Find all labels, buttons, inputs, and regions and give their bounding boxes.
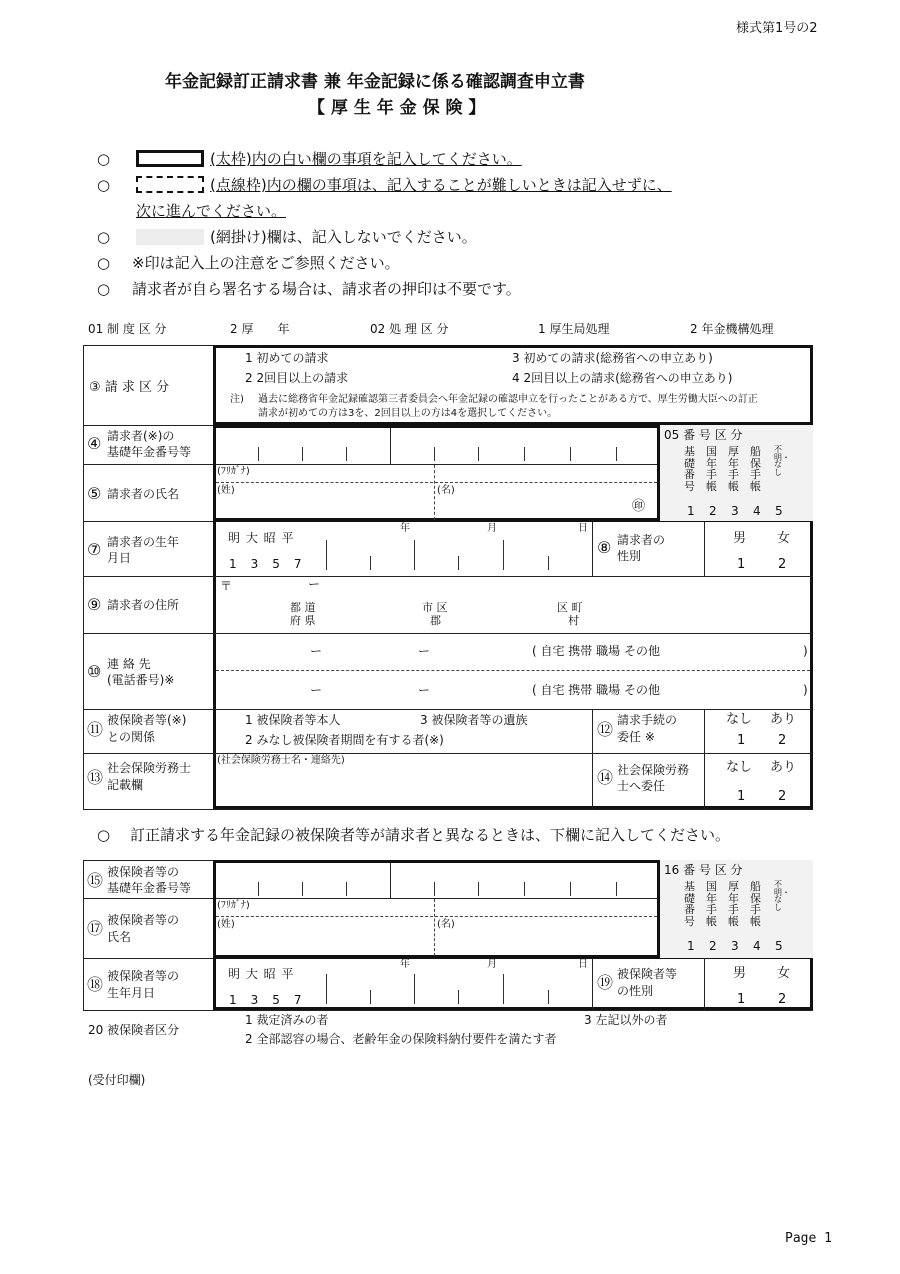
claim-option-2[interactable]: 2 2回目以上の請求 (245, 371, 349, 385)
field-17-number: ⑰ (87, 919, 104, 938)
male-number: 1 (737, 557, 746, 572)
thick-frame-sample (136, 150, 204, 167)
field-7-label-2: 月日 (107, 551, 132, 565)
field-8-number: ⑧ (597, 538, 612, 557)
field-18-number: ⑱ (87, 975, 104, 994)
claim-option-1[interactable]: 1 初めての請求 (245, 351, 329, 365)
note-dotted-frame: (点線枠)内の欄の事項は、記入することが難しいときは記入せずに、 (210, 176, 672, 194)
field-4-number: ④ (87, 434, 102, 453)
shaded-sample (136, 229, 204, 245)
insured-given-name-label: (名) (437, 919, 455, 930)
town-label-1: 区 町 (557, 601, 583, 614)
insured-male-option[interactable]: 男 (733, 966, 747, 981)
field-7-label-1: 請求者の生年 (107, 535, 180, 549)
claimant-given-name-input[interactable] (460, 484, 625, 518)
insured-class-option-2[interactable]: 2 全部認容の場合、老齢年金の保険料納付要件を満たす者 (245, 1032, 557, 1046)
postal-mark: 〒 (220, 579, 233, 593)
claimant-surname-input[interactable] (240, 484, 430, 518)
number-class-title: 05 番 号 区 分 (664, 428, 743, 442)
city-label-1: 市 区 (422, 601, 448, 614)
field-14-label-1: 社会保険労務 (617, 763, 690, 777)
insured-class-option-1[interactable]: 1 裁定済みの者 (245, 1013, 329, 1027)
page-title: 年金記録訂正請求書 兼 年金記録に係る確認調査申立書 (165, 72, 585, 92)
claimant-address-input[interactable] (232, 578, 807, 630)
prefecture-label-2: 府 県 (290, 614, 316, 627)
field-14-number: ⑭ (597, 768, 614, 787)
phone2-input[interactable] (220, 676, 520, 704)
sharoushi-sub-label: (社会保険労務士名・連絡先) (217, 755, 345, 766)
insured-number-class-3[interactable]: 3 (731, 939, 739, 953)
field-14-label-2: 士へ委任 (617, 779, 666, 793)
claimant-female-option[interactable]: 女 (777, 531, 791, 546)
field-8-label-2: 性別 (617, 549, 642, 563)
field-13-label-1: 社会保険労務士 (107, 761, 192, 775)
claimant-era-numbers: 1 3 5 7 (229, 557, 303, 571)
field-17-label-1: 被保険者等の (107, 913, 180, 927)
number-class-1[interactable]: 1 (687, 504, 695, 518)
insured-era-options[interactable]: 明 大 昭 平 (228, 967, 295, 981)
insured-class-label: 20 被保険者区分 (88, 1023, 180, 1037)
claim-option-3[interactable]: 3 初めての請求(総務省への申立あり) (512, 351, 713, 365)
note-shaded: (網掛け)欄は、記入しないでください。 (210, 228, 477, 246)
phone2-type-options[interactable]: ( 自宅 携帯 職場 その他 (532, 683, 660, 697)
postal-dash: ー (308, 577, 321, 591)
claim-type-label: ③ 請 求 区 分 (89, 380, 170, 395)
system-class-value: 2 厚 年 (230, 322, 290, 336)
note-signature: 請求者が自ら署名する場合は、請求者の押印は不要です。 (132, 280, 521, 298)
field-12-number: ⑫ (597, 720, 614, 739)
field-9-number: ⑨ (87, 595, 102, 614)
note-bullet: ○ (97, 228, 111, 246)
note-bullet: ○ (97, 254, 111, 272)
note-bullet: ○ (97, 280, 111, 298)
field-4-label-1: 請求者(※)の (107, 429, 175, 443)
phone1-type-options[interactable]: ( 自宅 携帯 職場 その他 (532, 644, 660, 658)
insured-number-class-2[interactable]: 2 (709, 939, 717, 953)
field-5-label: 請求者の氏名 (107, 487, 180, 501)
year-label: 年 (400, 523, 410, 534)
lower-section-note: 訂正請求する年金記録の被保険者等が請求者と異なるときは、下欄に記入してください。 (130, 826, 731, 844)
page-number: Page 1 (785, 1231, 832, 1246)
field-8-label-1: 請求者の (617, 533, 666, 547)
field-18-label-2: 生年月日 (107, 986, 156, 1000)
claimant-surname-label: (姓) (217, 485, 235, 496)
field-12-label-2: 委任 ※ (617, 730, 655, 744)
field-10-number: ⑩ (87, 662, 102, 681)
claimant-pension-number-input[interactable] (216, 428, 657, 464)
month-label: 月 (487, 523, 497, 534)
insured-number-class-5[interactable]: 5 (775, 939, 783, 953)
note-bullet: ○ (97, 826, 111, 844)
phone1-input[interactable] (220, 638, 520, 666)
field-10-label-1: 連 絡 先 (107, 657, 151, 671)
sharoushi-yes-option[interactable]: あり (770, 760, 797, 775)
insured-number-class-title: 16 番 号 区 分 (664, 863, 743, 877)
process-option-1: 1 厚生局処理 (538, 322, 610, 336)
field-15-label-1: 被保険者等の (107, 865, 180, 879)
day-label: 日 (578, 523, 588, 534)
claim-note-line1: 過去に総務省年金記録確認第三者委員会へ年金記録の確認申立を行ったことがある方で、厚生労働大臣への訂正 (258, 394, 758, 405)
field-11-number: ⑪ (87, 720, 104, 739)
town-label-2: 村 (568, 614, 579, 627)
dotted-frame-sample (136, 176, 204, 193)
relation-option-1[interactable]: 1 被保険者等本人 (245, 713, 341, 727)
claim-option-4[interactable]: 4 2回目以上の請求(総務省への申立あり) (512, 371, 733, 385)
relation-option-2[interactable]: 2 みなし被保険者期間を有する者(※) (245, 733, 444, 747)
insured-furigana-label: (ﾌﾘｶﾞﾅ) (217, 900, 250, 911)
city-label-2: 郡 (430, 614, 441, 627)
insured-surname-label: (姓) (217, 919, 235, 930)
claimant-furigana-label: (ﾌﾘｶﾞﾅ) (217, 466, 250, 477)
claim-note-line2: 請求が初めての方は3を、2回目以上の方は4を選択してください。 (258, 408, 558, 419)
sharoushi-none-option[interactable]: なし (726, 760, 753, 775)
insured-given-name-input[interactable] (460, 918, 650, 954)
form-number: 様式第1号の2 (736, 21, 818, 36)
female-number: 2 (778, 557, 787, 572)
number-class-4[interactable]: 4 (753, 504, 761, 518)
insured-number-class-1[interactable]: 1 (687, 939, 695, 953)
number-class-2[interactable]: 2 (709, 504, 717, 518)
field-9-label: 請求者の住所 (107, 598, 180, 612)
reception-stamp-label: (受付印欄) (88, 1073, 146, 1087)
claimant-given-name-label: (名) (437, 485, 455, 496)
note-bullet: ○ (97, 150, 111, 168)
claimant-male-option[interactable]: 男 (733, 531, 747, 546)
seal-mark: ㊞ (632, 499, 646, 514)
page-subtitle: 【 厚 生 年 金 保 険 】 (308, 98, 486, 118)
field-19-number: ⑲ (597, 973, 614, 992)
insured-birthdate-input[interactable] (330, 972, 590, 1006)
field-7-number: ⑦ (87, 540, 102, 559)
note-thick-frame: (太枠)内の白い欄の事項を記入してください。 (210, 150, 522, 168)
claim-note-tag: 注) (230, 394, 244, 405)
claimant-era-options[interactable]: 明 大 昭 平 (228, 531, 295, 545)
insured-number-class-4[interactable]: 4 (753, 939, 761, 953)
note-asterisk: ※印は記入上の注意をご参照ください。 (132, 254, 400, 272)
delegation-yes-option[interactable]: あり (770, 712, 797, 727)
prefecture-label-1: 都 道 (290, 601, 316, 614)
field-18-label-1: 被保険者等の (107, 969, 180, 983)
field-15-label-2: 基礎年金番号等 (107, 881, 192, 895)
field-11-label-1: 被保険者等(※) (107, 713, 187, 727)
insured-female-option[interactable]: 女 (777, 966, 791, 981)
note-dotted-frame-cont: 次に進んでください。 (136, 202, 287, 220)
note-bullet: ○ (97, 176, 111, 194)
delegation-none-option[interactable]: なし (726, 712, 753, 727)
field-11-label-2: との関係 (107, 730, 156, 744)
field-12-label-1: 請求手続の (617, 713, 678, 727)
relation-option-3[interactable]: 3 被保険者等の遺族 (420, 713, 528, 727)
insured-era-numbers: 1 3 5 7 (229, 993, 303, 1007)
insured-pension-number-input[interactable] (216, 863, 657, 898)
field-17-label-2: 氏名 (107, 930, 132, 944)
field-5-number: ⑤ (87, 484, 102, 503)
number-class-3[interactable]: 3 (731, 504, 739, 518)
number-class-5[interactable]: 5 (775, 504, 783, 518)
field-19-label-1: 被保険者等 (617, 967, 678, 981)
sharoushi-input[interactable] (218, 770, 588, 806)
insured-surname-input[interactable] (240, 918, 430, 954)
field-13-label-2: 記載欄 (107, 778, 144, 792)
process-option-2: 2 年金機構処理 (690, 322, 774, 336)
insured-class-option-3[interactable]: 3 左記以外の者 (584, 1013, 668, 1027)
field-19-label-2: の性別 (617, 984, 654, 998)
system-class-label: 01 制 度 区 分 (88, 322, 167, 336)
field-4-label-2: 基礎年金番号等 (107, 445, 192, 459)
process-class-label: 02 処 理 区 分 (370, 322, 449, 336)
field-10-label-2: (電話番号)※ (107, 673, 175, 687)
field-13-number: ⑬ (87, 768, 104, 787)
field-15-number: ⑮ (87, 871, 104, 890)
claimant-birthdate-input[interactable] (330, 538, 590, 572)
